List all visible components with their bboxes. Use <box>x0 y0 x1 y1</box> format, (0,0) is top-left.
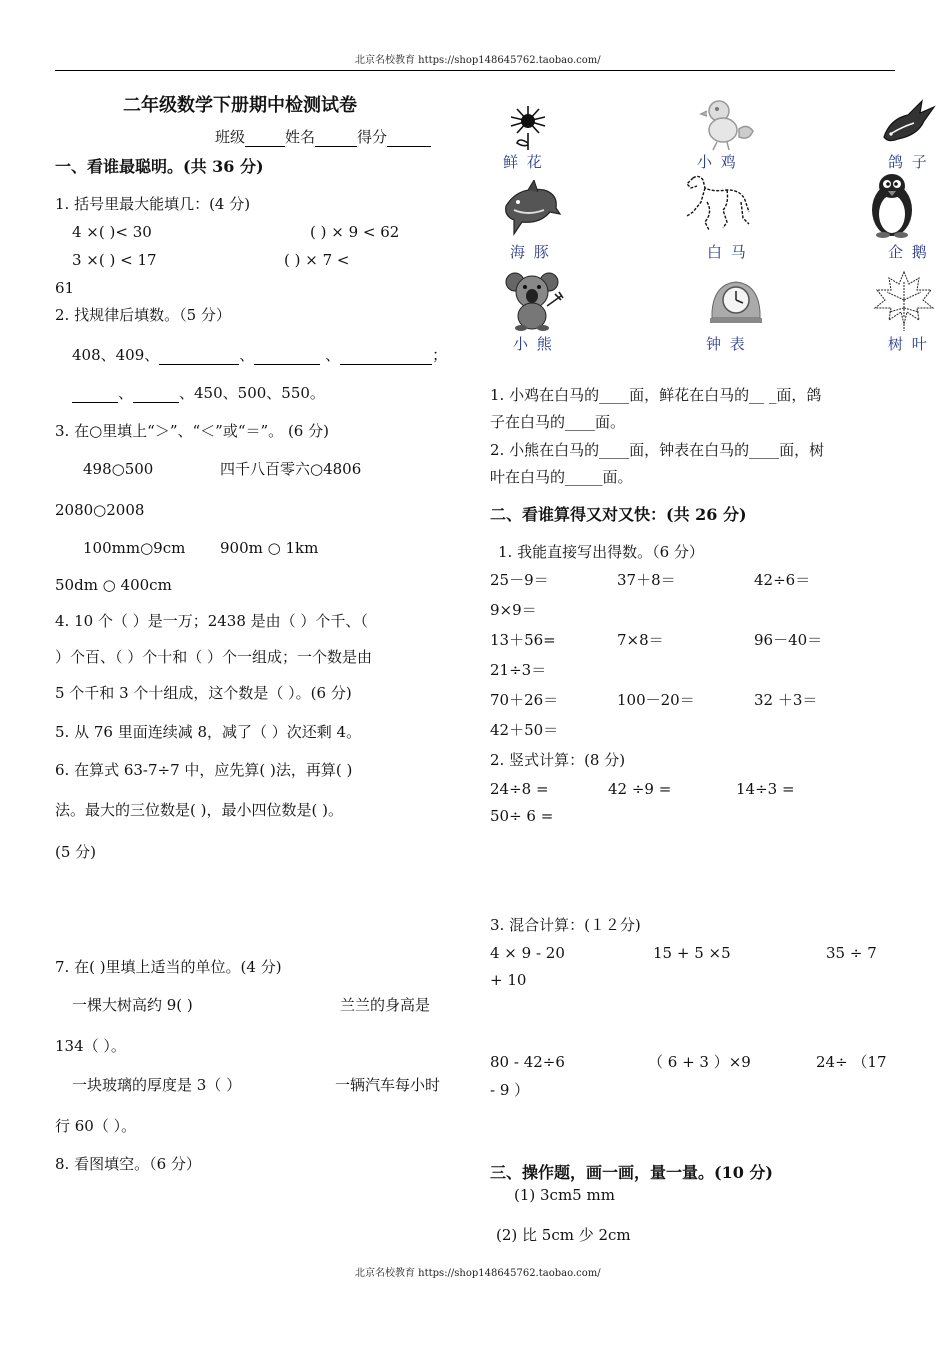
s2-r1-c2: 37＋8＝ <box>617 571 676 589</box>
s2-p3-r2-c2: （ 6 + 3 ）×9 <box>648 1053 751 1071</box>
q3-f: 50dm ○ 400cm <box>55 576 172 594</box>
caption-bear: 小 熊 <box>513 335 554 353</box>
section3-heading: 三、操作题，画一画，量一量。(10 分) <box>490 1163 773 1182</box>
caption-chick: 小 鸡 <box>697 153 738 171</box>
s2-r2-b: 21÷3＝ <box>490 661 547 679</box>
q7-b-cont: 134（ ）。 <box>55 1037 126 1055</box>
class-label: 班级 <box>215 128 246 146</box>
q2-semi: ； <box>432 346 448 364</box>
pic-q1-line1: 1. 小鸡在白马的____面，鲜花在白马的__ _面，鸽 <box>490 386 822 404</box>
page-title: 二年级数学下册期中检测试卷 <box>123 95 357 116</box>
s2-r1-b: 9×9＝ <box>490 601 537 619</box>
q1-d: ( ) × 7 < <box>284 251 350 269</box>
name-blank[interactable] <box>315 128 357 147</box>
caption-dolphin: 海 豚 <box>510 243 551 261</box>
q6-line2: 法。最大的三位数是( )，最小四位数是( )。 <box>55 801 343 819</box>
s2-r3-c2: 100－20＝ <box>617 691 695 709</box>
caption-flower: 鲜 花 <box>503 153 544 171</box>
q3-a: 498○500 <box>83 460 154 478</box>
q3-e: 900m ○ 1km <box>220 539 319 557</box>
q2-line1-start: 408、409、 <box>72 346 160 364</box>
leaf-icon <box>873 268 935 332</box>
q2-title: 2. 找规律后填数。（5 分） <box>55 306 231 324</box>
q6-line1: 6. 在算式 63-7÷7 中，应先算( )法，再算( ) <box>55 761 353 779</box>
pic-q2-line2: 叶在白马的_____面。 <box>490 468 633 486</box>
q3-title: 3. 在○里填上“＞”、“＜”或“＝”。 (6 分) <box>55 422 329 440</box>
pigeon-icon <box>878 97 936 147</box>
q7-b: 兰兰的身高是 <box>340 996 431 1014</box>
bear-icon <box>503 270 565 332</box>
clock-icon <box>708 278 764 324</box>
s2-r3-c3: 32 ＋3＝ <box>754 691 818 709</box>
s2-p3-r2-c3: 24÷ （17 <box>816 1053 887 1071</box>
q1-c: 3 ×( ) < 17 <box>72 251 157 269</box>
section2-heading: 二、看谁算得又对又快：(共 26 分) <box>490 505 747 524</box>
caption-clock: 钟 表 <box>706 335 747 353</box>
s2-p2-c2: 42 ÷9 = <box>608 780 672 798</box>
caption-horse: 白 马 <box>707 243 748 261</box>
s2-p2-title: 2. 竖式计算：(8 分) <box>490 751 626 769</box>
horse-icon <box>683 172 751 234</box>
q6-line3: (5 分) <box>55 843 97 861</box>
score-blank[interactable] <box>387 128 431 147</box>
q2-line2 <box>72 384 325 403</box>
section1-heading: 一、看谁最聪明。(共 36 分) <box>55 157 264 176</box>
s2-p2-c1: 24÷8 = <box>490 780 549 798</box>
q2-blank-5[interactable] <box>133 384 179 403</box>
s2-p3-r1-c2: 15 + 5 ×5 <box>653 944 731 962</box>
caption-pigeon: 鸽 子 <box>888 153 929 171</box>
chick-icon <box>697 97 757 151</box>
q1-title: 1. 括号里最大能填几：(4 分) <box>55 195 251 213</box>
s2-p3-r1-c3: 35 ÷ 7 <box>826 944 877 962</box>
class-blank[interactable] <box>245 128 285 147</box>
s2-p3-r2-c1: 80 - 42÷6 <box>490 1053 565 1071</box>
s3-item2: (2) 比 5cm 少 2cm <box>496 1226 631 1244</box>
q7-c: 一块玻璃的厚度是 3（ ） <box>72 1076 242 1094</box>
q2-sep-2: 、 <box>325 346 341 364</box>
q5: 5. 从 76 里面连续减 8，减了（ ）次还剩 4。 <box>55 723 362 741</box>
q2-sep-3: 、 <box>118 384 134 402</box>
q3-b: 四千八百零六○4806 <box>220 460 362 478</box>
q3-c: 2080○2008 <box>55 501 145 519</box>
q2-blank-1[interactable] <box>159 346 239 365</box>
s2-p3-title: 3. 混合计算：(１２分) <box>490 916 641 934</box>
q1-a: 4 ×( )< 30 <box>72 223 152 241</box>
pic-q2-line1: 2. 小熊在白马的____面，钟表在白马的____面，树 <box>490 441 825 459</box>
s2-p2-c3: 14÷3 = <box>736 780 795 798</box>
q4-line3: 5 个千和 3 个十组成，这个数是（ ）。(6 分) <box>55 684 352 702</box>
s2-r2-c2: 7×8＝ <box>617 631 664 649</box>
q2-line2-end: 、450、500、550。 <box>179 384 325 402</box>
s2-r2-c1: 13＋56= <box>490 631 556 649</box>
q1-b: ( ) × 9 < 62 <box>310 223 400 241</box>
s2-p1-title: 1. 我能直接写出得数。（6 分） <box>498 543 704 561</box>
s3-item1: (1) 3cm5 mm <box>514 1186 615 1204</box>
s2-p3-r1-b: + 10 <box>490 971 527 989</box>
q4-line2: ）个百、（ ）个十和（ ）个一组成；一个数是由 <box>55 648 373 666</box>
q7-a: 一棵大树高约 9( ) <box>72 996 193 1014</box>
caption-penguin: 企 鹅 <box>888 243 929 261</box>
q7-title: 7. 在( )里填上适当的单位。(4 分) <box>55 958 282 976</box>
pic-q1-line2: 子在白马的____面。 <box>490 413 626 431</box>
student-info <box>215 128 431 147</box>
q3-d: 100mm○9cm <box>83 539 186 557</box>
q2-line1 <box>72 346 447 365</box>
score-label: 得分 <box>357 128 388 146</box>
flower-icon <box>505 103 551 151</box>
s2-p3-r1-c1: 4 × 9 - 20 <box>490 944 565 962</box>
q2-sep-1: 、 <box>239 346 255 364</box>
s2-r3-c1: 70＋26＝ <box>490 691 559 709</box>
caption-leaf: 树 叶 <box>888 335 929 353</box>
q2-blank-2[interactable] <box>254 346 320 365</box>
q7-d: 一辆汽车每小时 <box>335 1076 441 1094</box>
header-rule <box>55 70 895 71</box>
s2-p3-r2-b: - 9 ） <box>490 1081 530 1099</box>
q1-d-cont: 61 <box>55 279 75 297</box>
s2-r3-b: 42＋50＝ <box>490 721 559 739</box>
dolphin-icon <box>500 180 562 238</box>
page-footer: 北京名校教育 https://shop148645762.taobao.com/ <box>355 1268 601 1279</box>
q7-d-cont: 行 60（ ）。 <box>55 1117 137 1135</box>
name-label: 姓名 <box>285 128 316 146</box>
s2-r2-c3: 96－40＝ <box>754 631 823 649</box>
s2-r1-c1: 25－9＝ <box>490 571 549 589</box>
s2-r1-c3: 42÷6＝ <box>754 571 811 589</box>
q4-line1: 4. 10 个（ ）是一万；2438 是由（ ）个千、（ <box>55 612 368 630</box>
penguin-icon <box>866 172 918 238</box>
s2-p2-b: 50÷ 6 = <box>490 807 554 825</box>
q2-blank-3[interactable] <box>340 346 432 365</box>
page-header: 北京名校教育 https://shop148645762.taobao.com/ <box>355 55 601 66</box>
q2-blank-4[interactable] <box>72 384 118 403</box>
q8: 8. 看图填空。（6 分） <box>55 1155 201 1173</box>
